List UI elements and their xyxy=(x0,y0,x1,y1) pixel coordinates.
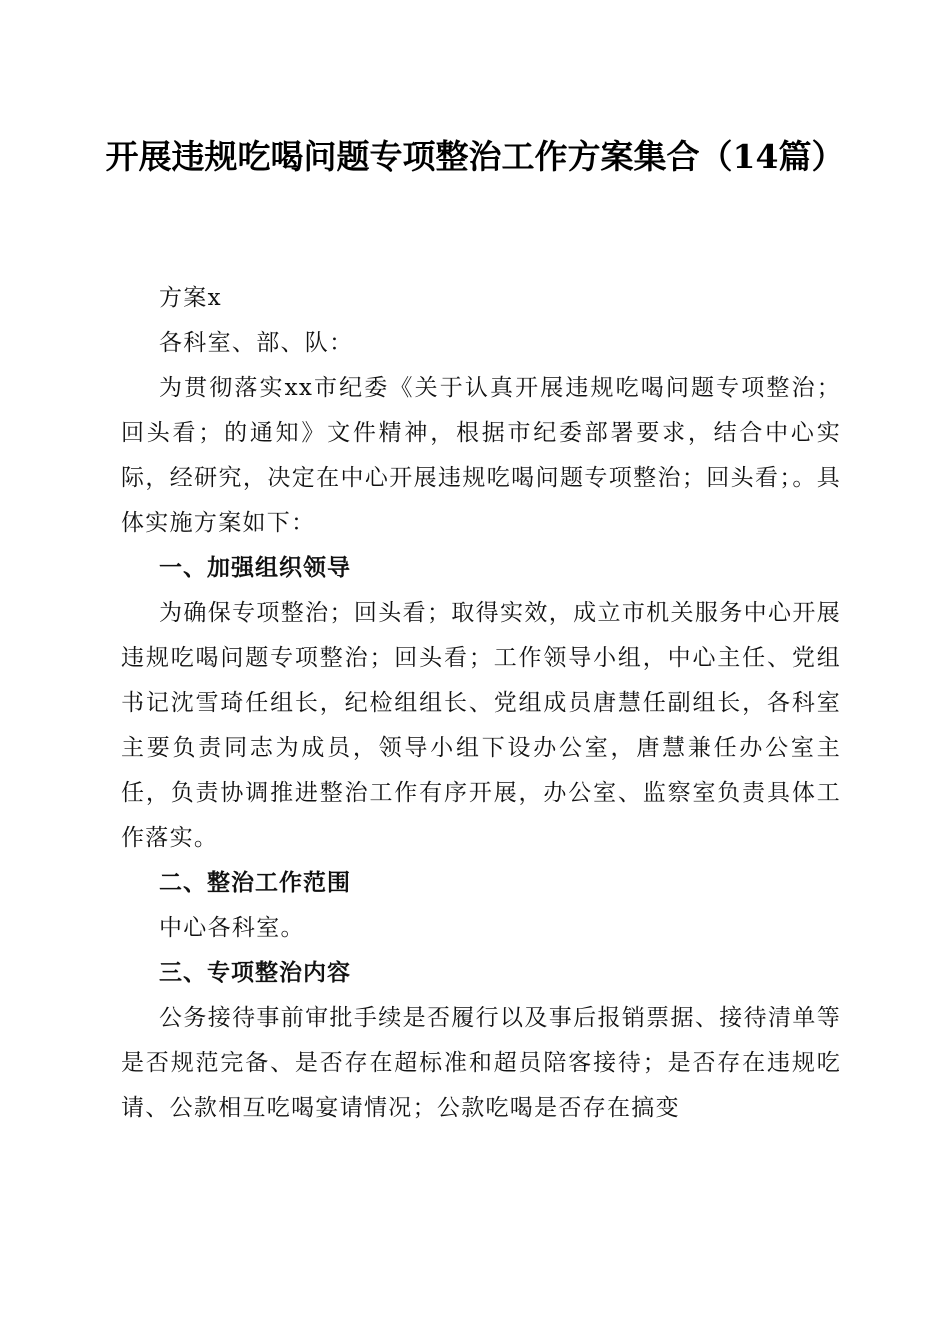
section-heading-2: 二、整治工作范围 xyxy=(159,870,351,896)
document-title: 开展违规吃喝问题专项整治工作方案集合（14篇） xyxy=(105,137,845,176)
section-body-3: 公务接待事前审批手续是否履行以及事后报销票据、接待清单等是否规范完备、是否存在超标准和超员陪客接待；是否存在违规吃请、公款相互吃喝宴请情况；公款吃喝是否存在搞变 xyxy=(121,1005,841,1121)
section-body-1: 为确保专项整治；回头看；取得实效，成立市机关服务中心开展违规吃喝问题专项整治；回头看；工作领导小组，中心主任、党组书记沈雪琦任组长，纪检组组长、党组成员唐慧任副组长，各科室主要负责同志为成员，领导小组下设办公室，唐慧兼任办公室主任，负责协调推进整治工作有序开展，办公室、监察室负责具体工作落实。 xyxy=(121,600,841,851)
section-body-2: 中心各科室。 xyxy=(159,915,305,941)
section-heading-3: 三、专项整治内容 xyxy=(159,960,351,986)
document-subtitle: 方案x xyxy=(159,285,222,311)
document-body xyxy=(121,276,841,1131)
section-heading-1: 一、加强组织领导 xyxy=(159,555,351,581)
salutation: 各科室、部、队： xyxy=(159,330,354,356)
intro-paragraph: 为贯彻落实xx市纪委《关于认真开展违规吃喝问题专项整治；回头看；的通知》文件精神，根据市纪委部署要求，结合中心实际，经研究，决定在中心开展违规吃喝问题专项整治；回头看；。具体实施方案如下： xyxy=(121,375,841,536)
